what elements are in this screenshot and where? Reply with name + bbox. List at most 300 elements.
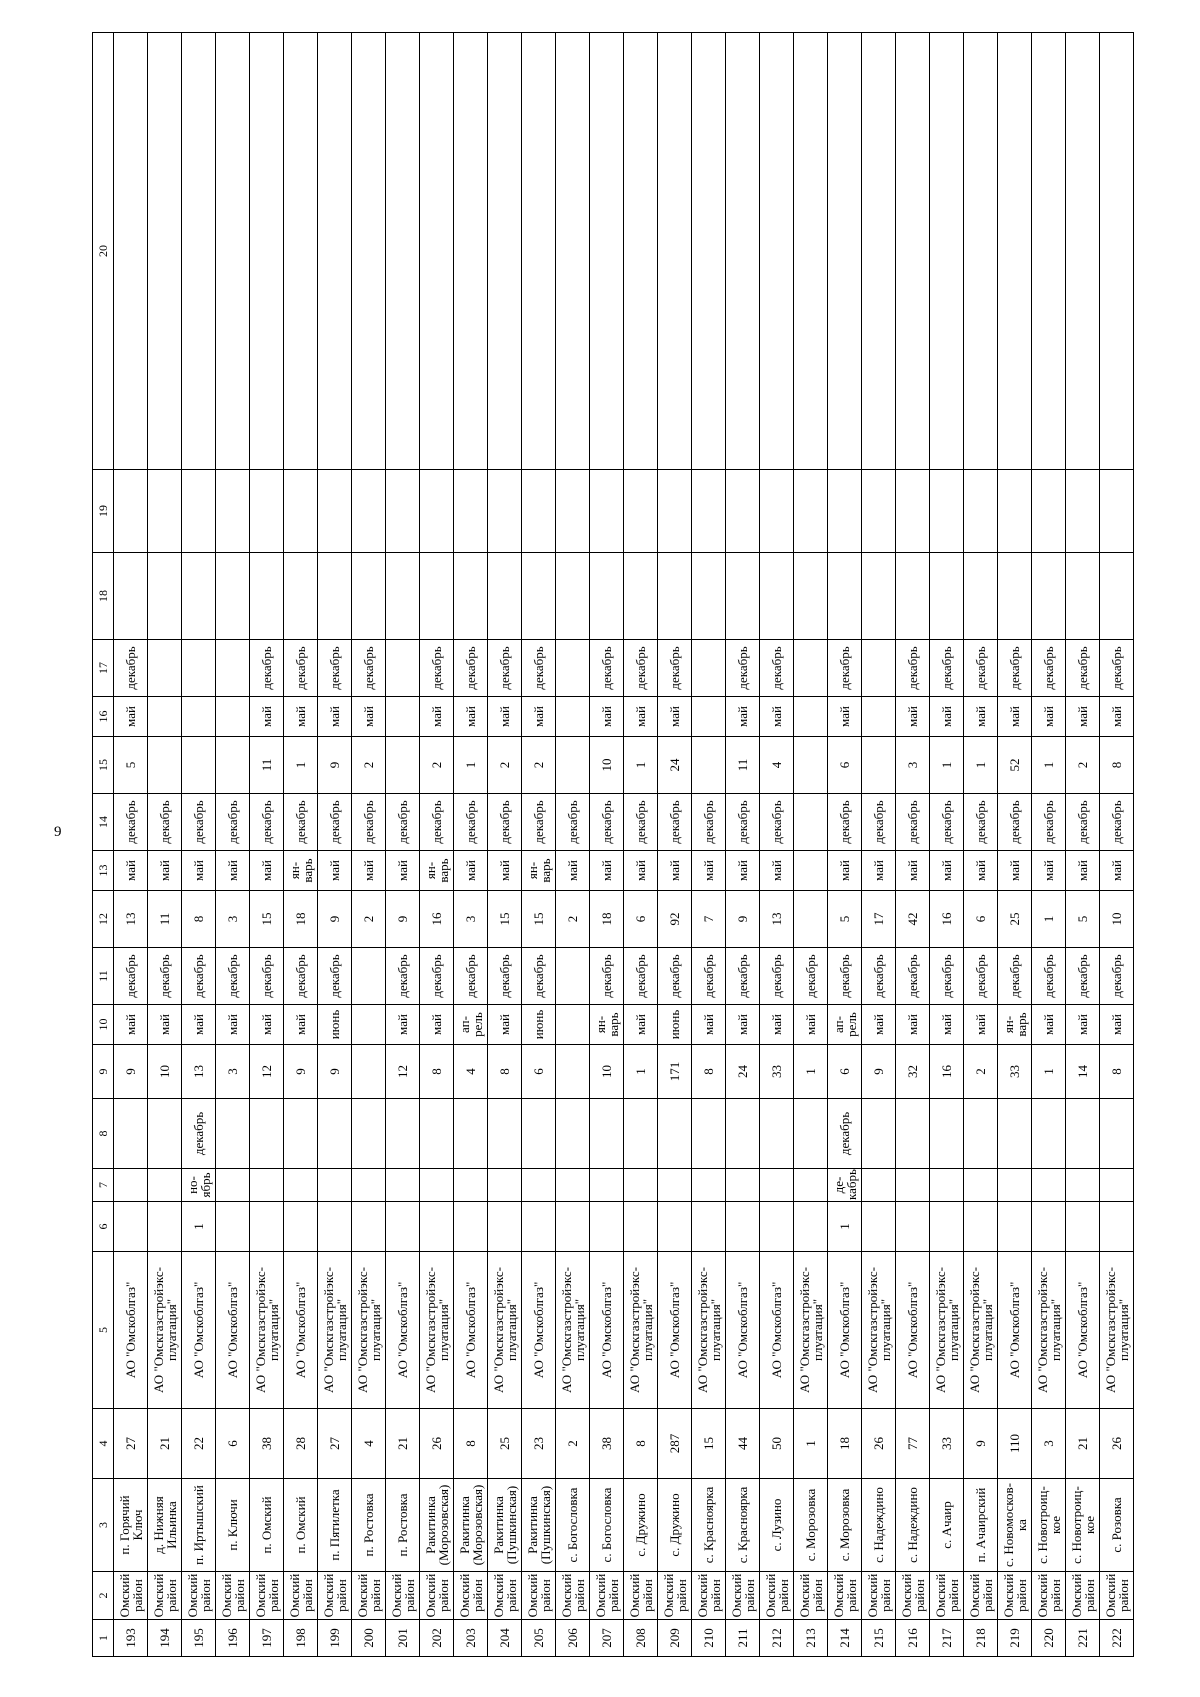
table-cell-col-8 (930, 1099, 964, 1169)
table-cell-col-18 (386, 553, 420, 640)
table-cell-col-15: 2 (420, 737, 454, 794)
table-cell-col-1: 200 (352, 1620, 386, 1657)
table-cell-col-4: 38 (250, 1409, 284, 1479)
table-cell-col-5: АО "Омскгазстройэкс- плуатация" (930, 1252, 964, 1409)
table-cell-col-15: 8 (1100, 737, 1134, 794)
table-cell-col-1: 197 (250, 1620, 284, 1657)
table-cell-col-13: май (1032, 851, 1066, 891)
table-cell-col-20 (760, 33, 794, 470)
table-cell-col-6 (964, 1202, 998, 1252)
table-cell-col-17 (794, 640, 828, 697)
table-cell-col-12: 18 (590, 891, 624, 948)
table-cell-col-6: 1 (182, 1202, 216, 1252)
table-cell-col-17: декабрь (658, 640, 692, 697)
table-cell-col-1: 222 (1100, 1620, 1134, 1657)
table-cell-col-17: декабрь (250, 640, 284, 697)
table-cell-col-9: 6 (828, 1045, 862, 1099)
table-cell-col-20 (794, 33, 828, 470)
table-cell-col-1: 201 (386, 1620, 420, 1657)
table-cell-col-14: декабрь (896, 794, 930, 851)
table-cell-col-8 (114, 1099, 148, 1169)
table-cell-col-3: п. Иртышский (182, 1479, 216, 1572)
table-cell-col-12: 15 (522, 891, 556, 948)
table-cell-col-15: 1 (930, 737, 964, 794)
table-cell-col-2: Омский район (794, 1572, 828, 1620)
table-cell-col-13: май (182, 851, 216, 891)
table-cell-col-4: 26 (862, 1409, 896, 1479)
table-cell-col-9: 6 (522, 1045, 556, 1099)
table-cell-col-3: п. Омский (284, 1479, 318, 1572)
table-cell-col-11: декабрь (658, 948, 692, 1005)
table-cell-col-19 (896, 470, 930, 553)
table-cell-col-19 (1032, 470, 1066, 553)
table-cell-col-12: 25 (998, 891, 1032, 948)
table-cell-col-7 (114, 1169, 148, 1202)
table-cell-col-19 (1100, 470, 1134, 553)
table-cell-col-9: 10 (148, 1045, 182, 1099)
table-cell-col-3: п. Ключи (216, 1479, 250, 1572)
table-cell-col-2: Омский район (726, 1572, 760, 1620)
table-cell-col-18 (964, 553, 998, 640)
table-cell-col-3: Ракитинка (Морозовская) (454, 1479, 488, 1572)
table-cell-col-7 (420, 1169, 454, 1202)
table-cell-col-20 (114, 33, 148, 470)
table-cell-col-2: Омский район (930, 1572, 964, 1620)
table-cell-col-8 (998, 1099, 1032, 1169)
table-cell-col-6 (1100, 1202, 1134, 1252)
table-cell-col-19 (250, 470, 284, 553)
table-cell-col-11: декабрь (760, 948, 794, 1005)
table-row (318, 33, 352, 1657)
table-cell-col-6 (760, 1202, 794, 1252)
table-cell-col-16: май (1100, 697, 1134, 737)
table-cell-col-4: 27 (114, 1409, 148, 1479)
table-cell-col-2: Омский район (522, 1572, 556, 1620)
table-cell-col-18 (624, 553, 658, 640)
table-cell-col-5: АО "Омскоблгаз" (828, 1252, 862, 1409)
table-cell-col-14: декабрь (182, 794, 216, 851)
table-cell-col-15: 11 (726, 737, 760, 794)
table-cell-col-14: декабрь (862, 794, 896, 851)
table-cell-col-17: декабрь (964, 640, 998, 697)
table-cell-col-16: май (1066, 697, 1100, 737)
table-cell-col-6 (216, 1202, 250, 1252)
table-cell-col-2: Омский район (896, 1572, 930, 1620)
table-cell-col-1: 215 (862, 1620, 896, 1657)
table-cell-col-9: 1 (1032, 1045, 1066, 1099)
table-cell-col-1: 193 (114, 1620, 148, 1657)
table-cell-col-3: п. Ростовка (386, 1479, 420, 1572)
table-cell-col-5: АО "Омскгазстройэкс- плуатация" (488, 1252, 522, 1409)
table-cell-col-9 (352, 1045, 386, 1099)
table-cell-col-1: 194 (148, 1620, 182, 1657)
table-cell-col-10: май (250, 1005, 284, 1045)
table-cell-col-7 (284, 1169, 318, 1202)
table-cell-col-12: 5 (828, 891, 862, 948)
table-cell-col-16 (692, 697, 726, 737)
table-cell-col-10: май (624, 1005, 658, 1045)
table-cell-col-7 (794, 1169, 828, 1202)
table-cell-col-12: 6 (624, 891, 658, 948)
table-cell-col-2: Омский район (692, 1572, 726, 1620)
column-number-header: 19 (93, 470, 114, 553)
table-cell-col-15 (794, 737, 828, 794)
table-cell-col-1: 216 (896, 1620, 930, 1657)
table-cell-col-13: май (624, 851, 658, 891)
table-cell-col-19 (930, 470, 964, 553)
table-cell-col-13: ян- варь (284, 851, 318, 891)
table-cell-col-11: декабрь (250, 948, 284, 1005)
table-cell-col-7: но- ябрь (182, 1169, 216, 1202)
table-cell-col-12: 9 (386, 891, 420, 948)
table-cell-col-11: декабрь (284, 948, 318, 1005)
table-cell-col-19 (454, 470, 488, 553)
table-cell-col-19 (692, 470, 726, 553)
table-cell-col-11: декабрь (488, 948, 522, 1005)
table-cell-col-18 (420, 553, 454, 640)
table-cell-col-15: 9 (318, 737, 352, 794)
table-cell-col-5: АО "Омскгазстройэкс- плуатация" (624, 1252, 658, 1409)
table-cell-col-8 (794, 1099, 828, 1169)
table-cell-col-2: Омский район (148, 1572, 182, 1620)
column-number-header: 9 (93, 1045, 114, 1099)
table-row (930, 33, 964, 1657)
table-cell-col-9 (556, 1045, 590, 1099)
table-cell-col-16 (556, 697, 590, 737)
table-cell-col-12: 18 (284, 891, 318, 948)
table-cell-col-6 (794, 1202, 828, 1252)
table-row (998, 33, 1032, 1657)
table-cell-col-17 (216, 640, 250, 697)
table-cell-col-15: 52 (998, 737, 1032, 794)
table-cell-col-18 (760, 553, 794, 640)
table-cell-col-12: 9 (726, 891, 760, 948)
table-cell-col-18 (352, 553, 386, 640)
table-cell-col-20 (726, 33, 760, 470)
table-cell-col-2: Омский район (386, 1572, 420, 1620)
table-cell-col-8 (1066, 1099, 1100, 1169)
table-cell-col-19 (726, 470, 760, 553)
table-cell-col-13: май (896, 851, 930, 891)
table-cell-col-1: 219 (998, 1620, 1032, 1657)
table-cell-col-13: ян- варь (420, 851, 454, 891)
table-cell-col-3: п. Ачаирский (964, 1479, 998, 1572)
table-cell-col-17 (182, 640, 216, 697)
table-cell-col-11: декабрь (930, 948, 964, 1005)
table-cell-col-20 (216, 33, 250, 470)
table-row (182, 33, 216, 1657)
table-cell-col-4: 4 (352, 1409, 386, 1479)
table-cell-col-13: май (1066, 851, 1100, 891)
table-cell-col-12: 2 (556, 891, 590, 948)
table-cell-col-1: 205 (522, 1620, 556, 1657)
table-cell-col-13: май (318, 851, 352, 891)
table-cell-col-9: 12 (386, 1045, 420, 1099)
table-row (420, 33, 454, 1657)
table-cell-col-16 (794, 697, 828, 737)
table-cell-col-19 (590, 470, 624, 553)
table-cell-col-12: 16 (420, 891, 454, 948)
table-cell-col-6 (692, 1202, 726, 1252)
table-cell-col-2: Омский район (284, 1572, 318, 1620)
table-cell-col-1: 218 (964, 1620, 998, 1657)
table-cell-col-9: 13 (182, 1045, 216, 1099)
table-cell-col-11: декабрь (726, 948, 760, 1005)
table-row (216, 33, 250, 1657)
table-cell-col-7 (556, 1169, 590, 1202)
table-cell-col-10: май (930, 1005, 964, 1045)
table-cell-col-10: июнь (658, 1005, 692, 1045)
table-cell-col-3: с. Новотроиц- кое (1032, 1479, 1066, 1572)
table-cell-col-7 (454, 1169, 488, 1202)
table-cell-col-11: декабрь (182, 948, 216, 1005)
table-cell-col-15: 1 (964, 737, 998, 794)
table-cell-col-14: декабрь (1100, 794, 1134, 851)
table-cell-col-12: 15 (250, 891, 284, 948)
table-cell-col-11: декабрь (1100, 948, 1134, 1005)
table-row (760, 33, 794, 1657)
table-cell-col-10 (556, 1005, 590, 1045)
table-cell-col-5: АО "Омскгазстройэкс- плуатация" (1100, 1252, 1134, 1409)
table-cell-col-7 (658, 1169, 692, 1202)
table-row (1032, 33, 1066, 1657)
table-cell-col-16: май (760, 697, 794, 737)
table-cell-col-18 (216, 553, 250, 640)
table-cell-col-14: декабрь (420, 794, 454, 851)
table-row (862, 33, 896, 1657)
table-cell-col-11: декабрь (964, 948, 998, 1005)
table-cell-col-5: АО "Омскгазстройэкс- плуатация" (318, 1252, 352, 1409)
table-cell-col-5: АО "Омскгазстройэкс- плуатация" (1032, 1252, 1066, 1409)
table-cell-col-8 (352, 1099, 386, 1169)
table-cell-col-20 (590, 33, 624, 470)
table-cell-col-18 (556, 553, 590, 640)
table-cell-col-4: 26 (1100, 1409, 1134, 1479)
table-cell-col-4: 287 (658, 1409, 692, 1479)
table-cell-col-19 (148, 470, 182, 553)
table-cell-col-2: Омский район (624, 1572, 658, 1620)
column-number-header: 17 (93, 640, 114, 697)
table-cell-col-8 (556, 1099, 590, 1169)
table-cell-col-10: май (182, 1005, 216, 1045)
table-cell-col-5: АО "Омскоблгаз" (998, 1252, 1032, 1409)
table-cell-col-5: АО "Омскгазстройэкс- плуатация" (250, 1252, 284, 1409)
table-cell-col-9: 14 (1066, 1045, 1100, 1099)
table-cell-col-8 (658, 1099, 692, 1169)
table-row (284, 33, 318, 1657)
table-cell-col-2: Омский район (182, 1572, 216, 1620)
table-cell-col-1: 217 (930, 1620, 964, 1657)
table-cell-col-17: декабрь (522, 640, 556, 697)
table-cell-col-14: декабрь (454, 794, 488, 851)
table-cell-col-12: 9 (318, 891, 352, 948)
table-cell-col-5: АО "Омскоблгаз" (454, 1252, 488, 1409)
table-cell-col-8 (454, 1099, 488, 1169)
table-cell-col-13: май (216, 851, 250, 891)
table-cell-col-7 (352, 1169, 386, 1202)
table-cell-col-18 (930, 553, 964, 640)
table-cell-col-17: декабрь (828, 640, 862, 697)
table-cell-col-14: декабрь (556, 794, 590, 851)
column-number-header: 1 (93, 1620, 114, 1657)
table-cell-col-1: 221 (1066, 1620, 1100, 1657)
table-cell-col-13: май (964, 851, 998, 891)
table-cell-col-4: 50 (760, 1409, 794, 1479)
table-cell-col-9: 12 (250, 1045, 284, 1099)
table-cell-col-13: май (760, 851, 794, 891)
table-cell-col-9: 33 (998, 1045, 1032, 1099)
column-number-header: 11 (93, 948, 114, 1005)
column-number-header: 20 (93, 33, 114, 470)
table-cell-col-3: с. Лузино (760, 1479, 794, 1572)
table-cell-col-4: 44 (726, 1409, 760, 1479)
table-row (250, 33, 284, 1657)
table-cell-col-11: декабрь (896, 948, 930, 1005)
table-cell-col-14: декабрь (284, 794, 318, 851)
table-cell-col-20 (1066, 33, 1100, 470)
table-cell-col-1: 195 (182, 1620, 216, 1657)
column-number-header: 6 (93, 1202, 114, 1252)
schedule-table (92, 32, 1134, 1657)
table-cell-col-12: 15 (488, 891, 522, 948)
table-cell-col-20 (352, 33, 386, 470)
table-cell-col-11: декабрь (1066, 948, 1100, 1005)
table-cell-col-4: 25 (488, 1409, 522, 1479)
table-cell-col-7: де- кабрь (828, 1169, 862, 1202)
table-cell-col-8 (726, 1099, 760, 1169)
table-cell-col-12: 16 (930, 891, 964, 948)
table-cell-col-2: Омский район (250, 1572, 284, 1620)
table-cell-col-20 (488, 33, 522, 470)
table-cell-col-11 (556, 948, 590, 1005)
table-cell-col-19 (828, 470, 862, 553)
table-cell-col-19 (794, 470, 828, 553)
table-cell-col-10: май (1032, 1005, 1066, 1045)
table-cell-col-3: п. Ростовка (352, 1479, 386, 1572)
table-cell-col-5: АО "Омскгазстройэкс- плуатация" (148, 1252, 182, 1409)
table-cell-col-3: Ракитинка (Пушкинская) (488, 1479, 522, 1572)
table-cell-col-14: декабрь (1032, 794, 1066, 851)
table-cell-col-18 (658, 553, 692, 640)
table-cell-col-3: п. Пятилетка (318, 1479, 352, 1572)
table-cell-col-13: май (726, 851, 760, 891)
table-cell-col-5: АО "Омскгазстройэкс- плуатация" (692, 1252, 726, 1409)
table-cell-col-19 (522, 470, 556, 553)
table-cell-col-16: май (624, 697, 658, 737)
table-cell-col-9: 3 (216, 1045, 250, 1099)
table-cell-col-18 (726, 553, 760, 640)
table-cell-col-20 (692, 33, 726, 470)
table-cell-col-1: 196 (216, 1620, 250, 1657)
table-cell-col-11: декабрь (794, 948, 828, 1005)
table-cell-col-12: 13 (114, 891, 148, 948)
table-cell-col-3: с. Богословка (556, 1479, 590, 1572)
table-cell-col-2: Омский район (828, 1572, 862, 1620)
table-cell-col-12: 1 (1032, 891, 1066, 948)
table-cell-col-10: май (1066, 1005, 1100, 1045)
table-cell-col-4: 1 (794, 1409, 828, 1479)
table-cell-col-5: АО "Омскоблгаз" (114, 1252, 148, 1409)
table-cell-col-3: с. Красноярка (692, 1479, 726, 1572)
table-cell-col-17: декабрь (590, 640, 624, 697)
table-cell-col-5: АО "Омскоблгаз" (522, 1252, 556, 1409)
table-cell-col-18 (250, 553, 284, 640)
table-cell-col-8 (624, 1099, 658, 1169)
table-cell-col-13: май (488, 851, 522, 891)
table-cell-col-20 (1100, 33, 1134, 470)
table-cell-col-9: 9 (284, 1045, 318, 1099)
table-cell-col-8 (862, 1099, 896, 1169)
table-cell-col-5: АО "Омскгазстройэкс- плуатация" (556, 1252, 590, 1409)
table-cell-col-4: 22 (182, 1409, 216, 1479)
table-cell-col-19 (760, 470, 794, 553)
table-cell-col-5: АО "Омскоблгаз" (1066, 1252, 1100, 1409)
table-cell-col-2: Омский район (114, 1572, 148, 1620)
table-cell-col-14: декабрь (828, 794, 862, 851)
table-cell-col-9: 10 (590, 1045, 624, 1099)
table-cell-col-19 (284, 470, 318, 553)
table-cell-col-2: Омский район (590, 1572, 624, 1620)
table-cell-col-14: декабрь (250, 794, 284, 851)
table-cell-col-14: декабрь (726, 794, 760, 851)
table-cell-col-19 (1066, 470, 1100, 553)
table-cell-col-4: 23 (522, 1409, 556, 1479)
table-cell-col-10: май (1100, 1005, 1134, 1045)
table-cell-col-20 (420, 33, 454, 470)
table-cell-col-6 (590, 1202, 624, 1252)
table-cell-col-6 (148, 1202, 182, 1252)
table-cell-col-11: декабрь (624, 948, 658, 1005)
table-cell-col-2: Омский район (1066, 1572, 1100, 1620)
table-cell-col-16: май (114, 697, 148, 737)
table-cell-col-15: 1 (624, 737, 658, 794)
table-cell-col-4: 2 (556, 1409, 590, 1479)
table-cell-col-7 (1032, 1169, 1066, 1202)
table-cell-col-10: май (420, 1005, 454, 1045)
table-cell-col-17: декабрь (488, 640, 522, 697)
table-cell-col-13: май (250, 851, 284, 891)
table-cell-col-15: 4 (760, 737, 794, 794)
column-number-header: 4 (93, 1409, 114, 1479)
table-cell-col-11: декабрь (692, 948, 726, 1005)
column-number-header: 3 (93, 1479, 114, 1572)
table-cell-col-7 (318, 1169, 352, 1202)
table-cell-col-14: декабрь (148, 794, 182, 851)
table-cell-col-16: май (1032, 697, 1066, 737)
table-cell-col-20 (556, 33, 590, 470)
table-cell-col-2: Омский район (556, 1572, 590, 1620)
table-cell-col-18 (1100, 553, 1134, 640)
table-cell-col-8 (386, 1099, 420, 1169)
table-cell-col-9: 32 (896, 1045, 930, 1099)
table-cell-col-16: май (930, 697, 964, 737)
table-cell-col-12: 42 (896, 891, 930, 948)
table-cell-col-17: декабрь (624, 640, 658, 697)
header-row (93, 33, 114, 1657)
column-number-header: 8 (93, 1099, 114, 1169)
table-cell-col-19 (318, 470, 352, 553)
table-cell-col-2: Омский район (760, 1572, 794, 1620)
table-cell-col-4: 15 (692, 1409, 726, 1479)
table-cell-col-16: май (522, 697, 556, 737)
table-cell-col-8 (420, 1099, 454, 1169)
table-cell-col-17: декабрь (998, 640, 1032, 697)
table-cell-col-1: 208 (624, 1620, 658, 1657)
table-cell-col-6 (352, 1202, 386, 1252)
table-cell-col-7 (624, 1169, 658, 1202)
table-cell-col-9: 171 (658, 1045, 692, 1099)
table-cell-col-12: 5 (1066, 891, 1100, 948)
